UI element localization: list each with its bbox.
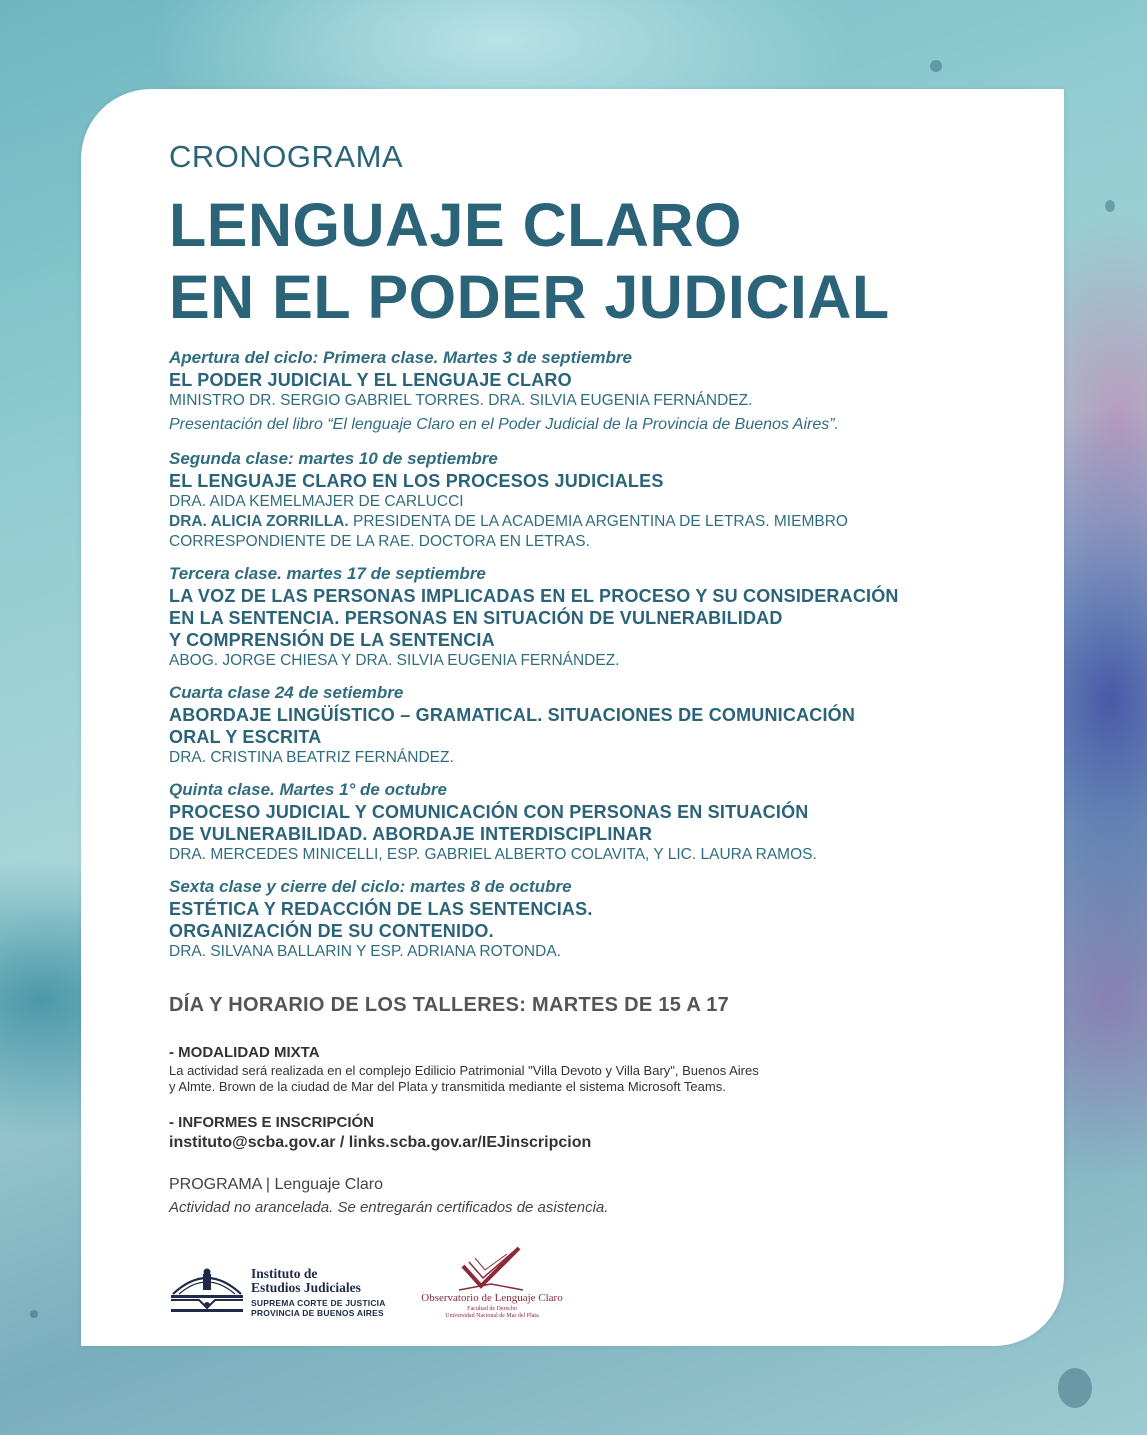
session-speakers: DRA. CRISTINA BEATRIZ FERNÁNDEZ. xyxy=(169,749,454,766)
kicker: CRONOGRAMA xyxy=(169,139,404,174)
session-title: EL PODER JUDICIAL Y EL LENGUAJE CLARO xyxy=(169,370,572,390)
session-speakers: CORRESPONDIENTE DE LA RAE. DOCTORA EN LETRAS. xyxy=(169,533,590,550)
program-label: PROGRAMA | Lenguaje Claro xyxy=(169,1176,384,1193)
modality-text xyxy=(169,1063,909,1095)
session-date: Apertura del ciclo: Primera clase. Martes 3 de septiembre xyxy=(169,348,632,367)
session-speakers: ABOG. JORGE CHIESA Y DRA. SILVIA EUGENIA FERNÁNDEZ. xyxy=(169,652,620,669)
session-2 xyxy=(169,448,1029,552)
schedule-heading: DÍA Y HORARIO DE LOS TALLERES: MARTES DE 15 A 17 xyxy=(169,994,730,1016)
iej-name xyxy=(251,1267,361,1295)
modality-line-1: La actividad será realizada en el complejo Edilicio Patrimonial "Villa Devoto y Villa Bary", Buenos Aires xyxy=(169,1063,759,1078)
session-6 xyxy=(169,876,1029,962)
background-drop xyxy=(30,1310,38,1318)
session-speakers: MINISTRO DR. SERGIO GABRIEL TORRES. DRA. SILVIA EUGENIA FERNÁNDEZ. xyxy=(169,392,753,409)
olc-subtitle-line-1: Facultad de Derecho xyxy=(467,1306,517,1312)
background-drop xyxy=(930,60,942,72)
session-speakers: DRA. MERCEDES MINICELLI, ESP. GABRIEL ALBERTO COLAVITA, Y LIC. LAURA RAMOS. xyxy=(169,846,817,863)
session-title: ABORDAJE LINGÜÍSTICO – GRAMATICAL. SITUACIONES DE COMUNICACIÓN xyxy=(169,705,856,725)
session-date: Cuarta clase 24 de setiembre xyxy=(169,683,404,702)
contact-links[interactable]: instituto@scba.gov.ar / links.scba.gov.ar/IEJinscripcion xyxy=(169,1134,592,1151)
session-title: LA VOZ DE LAS PERSONAS IMPLICADAS EN EL PROCESO Y SU CONSIDERACIÓN xyxy=(169,586,899,606)
session-date: Quinta clase. Martes 1° de octubre xyxy=(169,780,447,799)
session-title: PROCESO JUDICIAL Y COMUNICACIÓN CON PERSONAS EN SITUACIÓN xyxy=(169,802,809,822)
olc-subtitle xyxy=(417,1306,567,1320)
session-4 xyxy=(169,682,1029,768)
session-speakers: DRA. ALICIA ZORRILLA. PRESIDENTA DE LA ACADEMIA ARGENTINA DE LETRAS. MIEMBRO xyxy=(169,513,848,530)
session-date: Tercera clase. martes 17 de septiembre xyxy=(169,564,486,583)
title-line-1: LENGUAJE CLARO xyxy=(169,191,742,259)
session-note: Presentación del libro “El lenguaje Claro en el Poder Judicial de la Provincia de Buenos Aires”. xyxy=(169,416,839,433)
session-1 xyxy=(169,347,1029,437)
modality-line-2: y Almte. Brown de la ciudad de Mar del Plata y transmitida mediante el sistema Microsoft Teams. xyxy=(169,1079,726,1094)
session-3 xyxy=(169,563,1029,671)
session-title: EL LENGUAJE CLARO EN LOS PROCESOS JUDICIALES xyxy=(169,471,664,491)
iej-subtitle xyxy=(251,1298,386,1318)
page-title xyxy=(169,189,890,333)
modality-heading: - MODALIDAD MIXTA xyxy=(169,1044,320,1061)
info-heading: - INFORMES E INSCRIPCIÓN xyxy=(169,1114,375,1131)
session-title: DE VULNERABILIDAD. ABORDAJE INTERDISCIPLINAR xyxy=(169,824,653,844)
session-date: Sexta clase y cierre del ciclo: martes 8 de octubre xyxy=(169,877,572,896)
iej-name-line-1: Instituto de xyxy=(251,1266,318,1281)
certificate-note: Actividad no arancelada. Se entregarán certificados de asistencia. xyxy=(169,1199,609,1216)
session-title: EN LA SENTENCIA. PERSONAS EN SITUACIÓN DE VULNERABILIDAD xyxy=(169,608,783,628)
iej-logo xyxy=(169,1264,399,1324)
session-date: Segunda clase: martes 10 de septiembre xyxy=(169,449,498,468)
session-5 xyxy=(169,779,1029,865)
olc-name: Observatorio de Lenguaje Claro xyxy=(421,1292,563,1304)
iej-subtitle-line-2: PROVINCIA DE BUENOS AIRES xyxy=(251,1308,384,1318)
session-title: ESTÉTICA Y REDACCIÓN DE LAS SENTENCIAS. xyxy=(169,899,593,919)
session-title: ORGANIZACIÓN DE SU CONTENIDO. xyxy=(169,921,494,941)
iej-name-line-2: Estudios Judiciales xyxy=(251,1280,361,1295)
iej-subtitle-line-1: SUPREMA CORTE DE JUSTICIA xyxy=(251,1298,386,1308)
background-drop xyxy=(1105,200,1115,212)
olc-logo xyxy=(417,1244,577,1324)
olc-subtitle-line-2: Universidad Nacional de Mar del Plata xyxy=(445,1313,539,1319)
schedule-card xyxy=(81,89,1064,1346)
title-line-2: EN EL PODER JUDICIAL xyxy=(169,263,890,331)
session-title: Y COMPRENSIÓN DE LA SENTENCIA xyxy=(169,630,495,650)
session-speakers: DRA. SILVANA BALLARIN Y ESP. ADRIANA ROTONDA. xyxy=(169,943,561,960)
checkmark-book-icon xyxy=(457,1244,527,1292)
session-title: ORAL Y ESCRITA xyxy=(169,727,322,747)
courthouse-icon xyxy=(169,1264,245,1314)
background-drop xyxy=(1058,1368,1092,1408)
session-list xyxy=(169,347,1029,973)
session-speakers: DRA. AIDA KEMELMAJER DE CARLUCCI xyxy=(169,493,464,510)
